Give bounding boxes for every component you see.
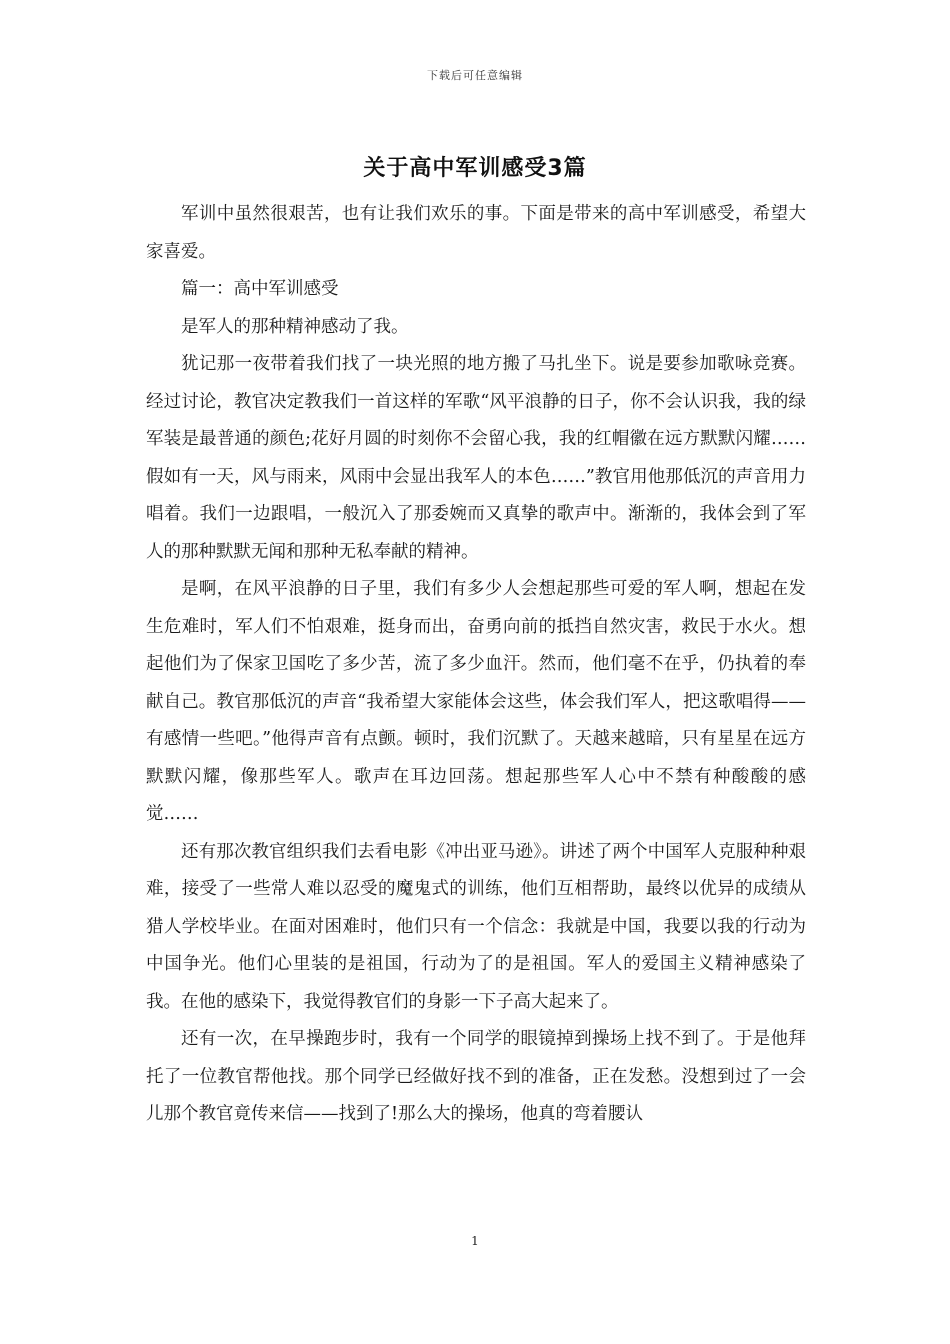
paragraph: 犹记那一夜带着我们找了一块光照的地方搬了马扎坐下。说是要参加歌咏竞赛。经过讨论，教官决定教我们一首这样的军歌“风平浪静的日子，你不会认识我，我的绿军装是最普通的颜色;花好月圆的时刻你不会留心我，我的红帽徽在远方默默闪耀……假如有一天，风与雨来，风雨中会显出我军人的本色……”教官用他那低沉的声音用力唱着。我们一边跟唱，一般沉入了那委婉而又真挚的歌声中。渐渐的，我体会到了军人的那种默默无闻和那种无私奉献的精神。: [146, 354, 806, 562]
paragraph: 还有那次教官组织我们去看电影《冲出亚马逊》。讲述了两个中国军人克服种种艰难，接受了一些常人难以忍受的魔鬼式的训练，他们互相帮助，最终以优异的成绩从猎人学校毕业。在面对困难时，他们只有一个信念：我就是中国，我要以我的行动为中国争光。他们心里装的是祖国，行动为了的是祖国。军人的爱国主义精神感染了我。在他的感染下，我觉得教官们的身影一下子高大起来了。: [146, 841, 806, 1012]
paragraph: 还有一次，在早操跑步时，我有一个同学的眼镜掉到操场上找不到了。于是他拜托了一位教官帮他找。那个同学已经做好找不到的准备，正在发愁。没想到过了一会儿那个教官竟传来信——找到了!那么大的操场，他真的弯着腰认: [146, 1029, 806, 1124]
paragraph: 是啊，在风平浪静的日子里，我们有多少人会想起那些可爱的军人啊，想起在发生危难时，军人们不怕艰难，挺身而出，奋勇向前的抵挡自然灾害，救民于水火。想起他们为了保家卫国吃了多少苦，流了多少血汗。然而，他们毫不在乎，仍执着的奉献自己。教官那低沉的声音“我希望大家能体会这些，体会我们军人，把这歌唱得——有感情一些吧。”他得声音有点颤。顿时，我们沉默了。天越来越暗，只有星星在远方默默闪耀，像那些军人。歌声在耳边回荡。想起那些军人心中不禁有种酸酸的感觉……: [146, 579, 806, 824]
header-note: 下载后可任意编辑: [427, 69, 523, 82]
document-body: [146, 196, 806, 1134]
paragraph-intro: 军训中虽然很艰苦，也有让我们欢乐的事。下面是带来的高中军训感受，希望大家喜爱。: [146, 204, 806, 262]
paragraph-section-heading: 篇一：高中军训感受: [181, 279, 339, 299]
page-number: 1: [471, 1234, 479, 1248]
paragraph: 是军人的那种精神感动了我。: [181, 316, 409, 337]
document-title: 关于高中军训感受3篇: [363, 156, 587, 181]
